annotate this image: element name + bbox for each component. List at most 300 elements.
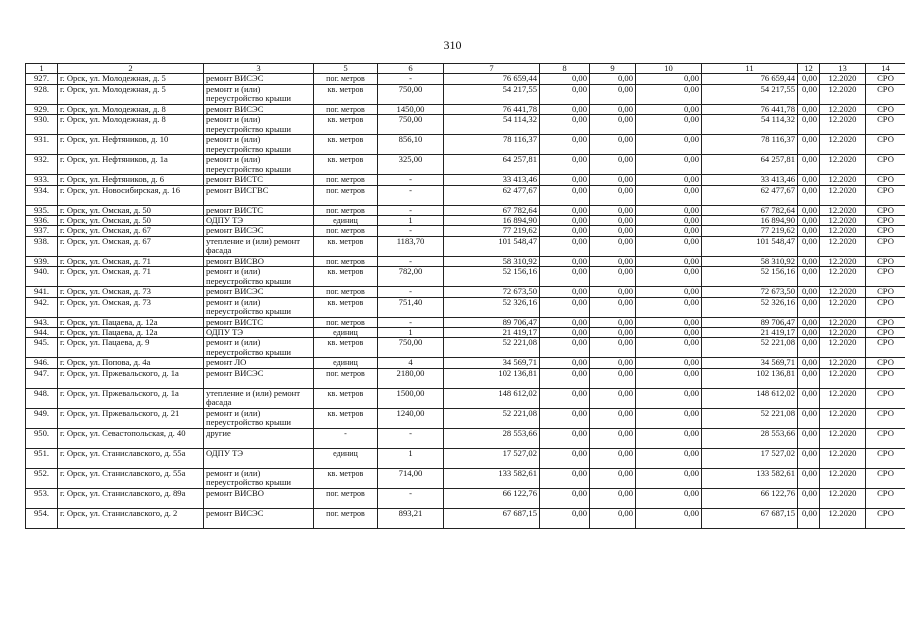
- total-cost-cell: 148 612,02: [444, 388, 540, 408]
- work-type-cell: ремонт и (или) переустройство крыши: [204, 84, 314, 104]
- work-type-cell: ремонт ВИСГВС: [204, 185, 314, 205]
- cost-cell: 0,00: [798, 358, 820, 368]
- work-type-cell: ОДПУ ТЭ: [204, 448, 314, 468]
- table-row: [26, 328, 905, 338]
- cost-cell: 0,00: [540, 236, 590, 256]
- col-header: 10: [636, 64, 702, 74]
- row-number: 934.: [26, 185, 58, 205]
- funding-source-cell: СРО: [866, 328, 905, 338]
- unit-cell: пог. метров: [314, 175, 378, 185]
- table-row: [26, 388, 905, 408]
- quantity-cell: 750,00: [378, 84, 444, 104]
- cost-cell: 0,00: [540, 488, 590, 508]
- funding-source-cell: СРО: [866, 226, 905, 236]
- col-header: 9: [590, 64, 636, 74]
- completion-date-cell: 12.2020: [820, 488, 866, 508]
- cost-cell: 0,00: [590, 135, 636, 155]
- work-type-cell: ремонт ВИСТС: [204, 175, 314, 185]
- cost-cell: 0,00: [636, 468, 702, 488]
- table-row: [26, 317, 905, 327]
- row-number: 954.: [26, 508, 58, 528]
- row-number: 951.: [26, 448, 58, 468]
- completion-date-cell: 12.2020: [820, 388, 866, 408]
- row-number: 952.: [26, 468, 58, 488]
- cost-cell: 0,00: [798, 508, 820, 528]
- funding-source-cell: СРО: [866, 368, 905, 388]
- row-number: 953.: [26, 488, 58, 508]
- address-cell: г. Орск, ул. Омская, д. 50: [58, 216, 204, 226]
- funding-source-cell: СРО: [866, 508, 905, 528]
- unit-cell: единиц: [314, 358, 378, 368]
- completion-date-cell: 12.2020: [820, 408, 866, 428]
- cost-cell: 0,00: [590, 216, 636, 226]
- cost-cell: 0,00: [590, 328, 636, 338]
- work-type-cell: ремонт ВИСЭС: [204, 508, 314, 528]
- cost-cell: 0,00: [636, 328, 702, 338]
- funding-source-cell: СРО: [866, 338, 905, 358]
- address-cell: г. Орск, ул. Пацаева, д. 9: [58, 338, 204, 358]
- cost-cell: 0,00: [798, 338, 820, 358]
- row-number: 949.: [26, 408, 58, 428]
- unit-cell: пог. метров: [314, 508, 378, 528]
- cost-cell: 0,00: [590, 368, 636, 388]
- funding-source-cell: СРО: [866, 175, 905, 185]
- address-cell: г. Орск, ул. Омская, д. 67: [58, 226, 204, 236]
- table-row: [26, 428, 905, 448]
- cost-cell: 0,00: [636, 205, 702, 215]
- cost-cell: 67 687,15: [702, 508, 798, 528]
- row-number: 937.: [26, 226, 58, 236]
- address-cell: г. Орск, ул. Омская, д. 71: [58, 267, 204, 287]
- total-cost-cell: 101 548,47: [444, 236, 540, 256]
- cost-cell: 0,00: [540, 84, 590, 104]
- completion-date-cell: 12.2020: [820, 205, 866, 215]
- cost-cell: 0,00: [636, 388, 702, 408]
- cost-cell: 0,00: [590, 358, 636, 368]
- row-number: 939.: [26, 256, 58, 266]
- col-header: 6: [378, 64, 444, 74]
- work-type-cell: ремонт ВИСТС: [204, 205, 314, 215]
- col-header: 5: [314, 64, 378, 74]
- cost-cell: 0,00: [798, 428, 820, 448]
- cost-cell: 0,00: [798, 104, 820, 114]
- cost-cell: 0,00: [590, 468, 636, 488]
- col-header: 13: [820, 64, 866, 74]
- completion-date-cell: 12.2020: [820, 84, 866, 104]
- work-type-cell: ремонт и (или) переустройство крыши: [204, 468, 314, 488]
- total-cost-cell: 133 582,61: [444, 468, 540, 488]
- work-type-cell: ремонт ВИСЭС: [204, 226, 314, 236]
- address-cell: г. Орск, ул. Попова, д. 4а: [58, 358, 204, 368]
- completion-date-cell: 12.2020: [820, 256, 866, 266]
- address-cell: г. Орск, ул. Омская, д. 71: [58, 256, 204, 266]
- total-cost-cell: 72 673,50: [444, 287, 540, 297]
- quantity-cell: -: [378, 287, 444, 297]
- cost-cell: 0,00: [540, 408, 590, 428]
- quantity-cell: 782,00: [378, 267, 444, 287]
- total-cost-cell: 54 114,32: [444, 115, 540, 135]
- total-cost-cell: 52 221,08: [444, 408, 540, 428]
- completion-date-cell: 12.2020: [820, 328, 866, 338]
- unit-cell: кв. метров: [314, 236, 378, 256]
- completion-date-cell: 12.2020: [820, 185, 866, 205]
- cost-cell: 0,00: [540, 267, 590, 287]
- quantity-cell: 893,21: [378, 508, 444, 528]
- address-cell: г. Орск, ул. Молодежная, д. 8: [58, 115, 204, 135]
- table-row: [26, 358, 905, 368]
- completion-date-cell: 12.2020: [820, 508, 866, 528]
- cost-cell: 0,00: [798, 388, 820, 408]
- cost-cell: 0,00: [590, 115, 636, 135]
- cost-cell: 76 659,44: [702, 74, 798, 84]
- cost-cell: 0,00: [636, 84, 702, 104]
- quantity-cell: 714,00: [378, 468, 444, 488]
- total-cost-cell: 17 527,02: [444, 448, 540, 468]
- quantity-cell: -: [378, 256, 444, 266]
- row-number: 944.: [26, 328, 58, 338]
- completion-date-cell: 12.2020: [820, 104, 866, 114]
- page-number: 310: [443, 38, 462, 52]
- row-number: 928.: [26, 84, 58, 104]
- cost-cell: 0,00: [540, 256, 590, 266]
- address-cell: г. Орск, ул. Нефтяников, д. 10: [58, 135, 204, 155]
- cost-cell: 0,00: [540, 104, 590, 114]
- cost-cell: 0,00: [540, 317, 590, 327]
- cost-cell: 52 221,08: [702, 338, 798, 358]
- cost-cell: 0,00: [590, 297, 636, 317]
- completion-date-cell: 12.2020: [820, 135, 866, 155]
- cost-cell: 72 673,50: [702, 287, 798, 297]
- funding-source-cell: СРО: [866, 104, 905, 114]
- cost-cell: 0,00: [590, 226, 636, 236]
- cost-cell: 58 310,92: [702, 256, 798, 266]
- quantity-cell: -: [378, 226, 444, 236]
- funding-source-cell: СРО: [866, 408, 905, 428]
- quantity-cell: -: [378, 185, 444, 205]
- cost-cell: 0,00: [798, 216, 820, 226]
- address-cell: г. Орск, ул. Пржевальского, д. 1а: [58, 368, 204, 388]
- cost-cell: 0,00: [590, 488, 636, 508]
- funding-source-cell: СРО: [866, 84, 905, 104]
- cost-cell: 0,00: [540, 185, 590, 205]
- table-row: [26, 205, 905, 215]
- table-row: [26, 74, 905, 84]
- cost-cell: 0,00: [636, 317, 702, 327]
- funding-source-cell: СРО: [866, 115, 905, 135]
- address-cell: г. Орск, ул. Пржевальского, д. 21: [58, 408, 204, 428]
- funding-source-cell: СРО: [866, 317, 905, 327]
- completion-date-cell: 12.2020: [820, 115, 866, 135]
- table-row: [26, 468, 905, 488]
- table-row: [26, 216, 905, 226]
- cost-cell: 52 221,08: [702, 408, 798, 428]
- total-cost-cell: 76 659,44: [444, 74, 540, 84]
- address-cell: г. Орск, ул. Омская, д. 73: [58, 297, 204, 317]
- cost-cell: 0,00: [540, 115, 590, 135]
- completion-date-cell: 12.2020: [820, 287, 866, 297]
- total-cost-cell: 52 156,16: [444, 267, 540, 287]
- cost-cell: 0,00: [540, 226, 590, 236]
- cost-cell: 0,00: [636, 368, 702, 388]
- cost-cell: 0,00: [636, 408, 702, 428]
- cost-cell: 0,00: [636, 185, 702, 205]
- completion-date-cell: 12.2020: [820, 175, 866, 185]
- total-cost-cell: 67 687,15: [444, 508, 540, 528]
- row-number: 927.: [26, 74, 58, 84]
- quantity-cell: 325,00: [378, 155, 444, 175]
- row-number: 930.: [26, 115, 58, 135]
- funding-source-cell: СРО: [866, 267, 905, 287]
- quantity-cell: 856,10: [378, 135, 444, 155]
- cost-cell: 0,00: [590, 338, 636, 358]
- unit-cell: кв. метров: [314, 135, 378, 155]
- work-type-cell: утепление и (или) ремонт фасада: [204, 388, 314, 408]
- cost-cell: 0,00: [798, 297, 820, 317]
- unit-cell: кв. метров: [314, 468, 378, 488]
- quantity-cell: 1450,00: [378, 104, 444, 114]
- completion-date-cell: 12.2020: [820, 74, 866, 84]
- cost-cell: 0,00: [798, 155, 820, 175]
- total-cost-cell: 34 569,71: [444, 358, 540, 368]
- cost-cell: 0,00: [636, 256, 702, 266]
- work-type-cell: ремонт и (или) переустройство крыши: [204, 135, 314, 155]
- cost-cell: 33 413,46: [702, 175, 798, 185]
- funding-source-cell: СРО: [866, 448, 905, 468]
- work-type-cell: ремонт ВИСВО: [204, 488, 314, 508]
- unit-cell: пог. метров: [314, 488, 378, 508]
- quantity-cell: -: [378, 175, 444, 185]
- cost-cell: 0,00: [590, 155, 636, 175]
- cost-cell: 0,00: [636, 448, 702, 468]
- cost-cell: 0,00: [590, 448, 636, 468]
- cost-cell: 0,00: [540, 508, 590, 528]
- col-header: 1: [26, 64, 58, 74]
- cost-cell: 0,00: [636, 488, 702, 508]
- cost-cell: 34 569,71: [702, 358, 798, 368]
- row-number: 948.: [26, 388, 58, 408]
- cost-cell: 0,00: [540, 216, 590, 226]
- cost-cell: 0,00: [798, 317, 820, 327]
- table-row: [26, 115, 905, 135]
- table-row: [26, 104, 905, 114]
- address-cell: г. Орск, ул. Нефтяников, д. 1а: [58, 155, 204, 175]
- cost-cell: 0,00: [590, 185, 636, 205]
- row-number: 945.: [26, 338, 58, 358]
- funding-source-cell: СРО: [866, 155, 905, 175]
- cost-cell: 133 582,61: [702, 468, 798, 488]
- completion-date-cell: 12.2020: [820, 358, 866, 368]
- cost-cell: 54 217,55: [702, 84, 798, 104]
- total-cost-cell: 66 122,76: [444, 488, 540, 508]
- cost-cell: 0,00: [590, 287, 636, 297]
- completion-date-cell: 12.2020: [820, 468, 866, 488]
- cost-cell: 0,00: [636, 287, 702, 297]
- cost-cell: 0,00: [636, 236, 702, 256]
- funding-source-cell: СРО: [866, 256, 905, 266]
- cost-cell: 76 441,78: [702, 104, 798, 114]
- quantity-cell: 750,00: [378, 338, 444, 358]
- address-cell: г. Орск, ул. Станиславского, д. 55а: [58, 468, 204, 488]
- total-cost-cell: 28 553,66: [444, 428, 540, 448]
- cost-cell: 0,00: [540, 428, 590, 448]
- cost-cell: 0,00: [636, 338, 702, 358]
- unit-cell: пог. метров: [314, 74, 378, 84]
- cost-cell: 0,00: [798, 226, 820, 236]
- row-number: 931.: [26, 135, 58, 155]
- address-cell: г. Орск, ул. Молодежная, д. 5: [58, 84, 204, 104]
- unit-cell: единиц: [314, 448, 378, 468]
- cost-cell: 0,00: [540, 338, 590, 358]
- address-cell: г. Орск, ул. Пацаева, д. 12а: [58, 317, 204, 327]
- cost-cell: 0,00: [540, 388, 590, 408]
- cost-cell: 0,00: [540, 468, 590, 488]
- cost-cell: 64 257,81: [702, 155, 798, 175]
- completion-date-cell: 12.2020: [820, 317, 866, 327]
- table-row: [26, 297, 905, 317]
- table-row: [26, 256, 905, 266]
- quantity-cell: 750,00: [378, 115, 444, 135]
- unit-cell: кв. метров: [314, 84, 378, 104]
- row-number: 942.: [26, 297, 58, 317]
- funding-source-cell: СРО: [866, 205, 905, 215]
- total-cost-cell: 78 116,37: [444, 135, 540, 155]
- total-cost-cell: 54 217,55: [444, 84, 540, 104]
- table-row: [26, 508, 905, 528]
- cost-cell: 66 122,76: [702, 488, 798, 508]
- unit-cell: единиц: [314, 328, 378, 338]
- work-type-cell: ремонт и (или) переустройство крыши: [204, 115, 314, 135]
- cost-cell: 21 419,17: [702, 328, 798, 338]
- cost-cell: 0,00: [540, 74, 590, 84]
- address-cell: г. Орск, ул. Омская, д. 73: [58, 287, 204, 297]
- work-type-cell: ремонт ВИСЭС: [204, 104, 314, 114]
- cost-cell: 0,00: [540, 287, 590, 297]
- work-type-cell: ремонт и (или) переустройство крыши: [204, 408, 314, 428]
- work-type-cell: ремонт и (или) переустройство крыши: [204, 297, 314, 317]
- col-header: 2: [58, 64, 204, 74]
- work-type-cell: ремонт ВИСЭС: [204, 368, 314, 388]
- row-number: 947.: [26, 368, 58, 388]
- cost-cell: 0,00: [636, 358, 702, 368]
- cost-cell: 89 706,47: [702, 317, 798, 327]
- cost-cell: 0,00: [590, 428, 636, 448]
- total-cost-cell: 77 219,62: [444, 226, 540, 236]
- unit-cell: кв. метров: [314, 388, 378, 408]
- unit-cell: кв. метров: [314, 297, 378, 317]
- cost-cell: 0,00: [636, 508, 702, 528]
- col-header: 7: [444, 64, 540, 74]
- row-number: 950.: [26, 428, 58, 448]
- unit-cell: кв. метров: [314, 408, 378, 428]
- work-type-cell: утепление и (или) ремонт фасада: [204, 236, 314, 256]
- cost-cell: 0,00: [540, 205, 590, 215]
- completion-date-cell: 12.2020: [820, 226, 866, 236]
- unit-cell: -: [314, 428, 378, 448]
- unit-cell: кв. метров: [314, 267, 378, 287]
- funding-source-cell: СРО: [866, 185, 905, 205]
- col-header: 3: [204, 64, 314, 74]
- row-number: 941.: [26, 287, 58, 297]
- cost-cell: 0,00: [636, 74, 702, 84]
- completion-date-cell: 12.2020: [820, 428, 866, 448]
- funding-source-cell: СРО: [866, 135, 905, 155]
- address-cell: г. Орск, ул. Новосибирская, д. 16: [58, 185, 204, 205]
- cost-cell: 0,00: [540, 368, 590, 388]
- row-number: 938.: [26, 236, 58, 256]
- funding-source-cell: СРО: [866, 287, 905, 297]
- quantity-cell: 1: [378, 328, 444, 338]
- cost-cell: 0,00: [540, 135, 590, 155]
- funding-source-cell: СРО: [866, 297, 905, 317]
- quantity-cell: 4: [378, 358, 444, 368]
- address-cell: г. Орск, ул. Омская, д. 67: [58, 236, 204, 256]
- address-cell: г. Орск, ул. Молодежная, д. 5: [58, 74, 204, 84]
- unit-cell: пог. метров: [314, 256, 378, 266]
- unit-cell: пог. метров: [314, 287, 378, 297]
- funding-source-cell: СРО: [866, 428, 905, 448]
- cost-cell: 0,00: [636, 155, 702, 175]
- cost-cell: 0,00: [798, 328, 820, 338]
- address-cell: г. Орск, ул. Омская, д. 50: [58, 205, 204, 215]
- address-cell: г. Орск, ул. Молодежная, д. 8: [58, 104, 204, 114]
- cost-cell: 0,00: [540, 297, 590, 317]
- work-type-cell: ремонт и (или) переустройство крыши: [204, 338, 314, 358]
- table-row: [26, 175, 905, 185]
- cost-cell: 0,00: [798, 468, 820, 488]
- total-cost-cell: 67 782,64: [444, 205, 540, 215]
- col-header: 12: [798, 64, 820, 74]
- cost-cell: 0,00: [540, 155, 590, 175]
- table-row: [26, 226, 905, 236]
- work-type-cell: ремонт ЛО: [204, 358, 314, 368]
- cost-cell: 0,00: [590, 317, 636, 327]
- cost-cell: 0,00: [590, 508, 636, 528]
- completion-date-cell: 12.2020: [820, 297, 866, 317]
- cost-cell: 0,00: [540, 175, 590, 185]
- quantity-cell: -: [378, 205, 444, 215]
- cost-cell: 0,00: [590, 388, 636, 408]
- funding-source-cell: СРО: [866, 488, 905, 508]
- cost-cell: 0,00: [798, 236, 820, 256]
- quantity-cell: -: [378, 488, 444, 508]
- cost-cell: 0,00: [636, 428, 702, 448]
- work-type-cell: ремонт ВИСВО: [204, 256, 314, 266]
- total-cost-cell: 16 894,90: [444, 216, 540, 226]
- cost-cell: 0,00: [540, 358, 590, 368]
- work-type-cell: ремонт ВИСЭС: [204, 74, 314, 84]
- table-row: [26, 155, 905, 175]
- address-cell: г. Орск, ул. Нефтяников, д. 6: [58, 175, 204, 185]
- cost-cell: 67 782,64: [702, 205, 798, 215]
- row-number: 935.: [26, 205, 58, 215]
- cost-cell: 0,00: [590, 267, 636, 287]
- unit-cell: пог. метров: [314, 368, 378, 388]
- row-number: 946.: [26, 358, 58, 368]
- cost-cell: 16 894,90: [702, 216, 798, 226]
- cost-cell: 52 156,16: [702, 267, 798, 287]
- row-number: 940.: [26, 267, 58, 287]
- work-type-cell: другие: [204, 428, 314, 448]
- cost-cell: 0,00: [798, 408, 820, 428]
- quantity-cell: 1: [378, 216, 444, 226]
- table-row: [26, 448, 905, 468]
- table-row: [26, 135, 905, 155]
- cost-cell: 0,00: [798, 205, 820, 215]
- cost-cell: 78 116,37: [702, 135, 798, 155]
- table-row: [26, 287, 905, 297]
- total-cost-cell: 21 419,17: [444, 328, 540, 338]
- unit-cell: пог. метров: [314, 317, 378, 327]
